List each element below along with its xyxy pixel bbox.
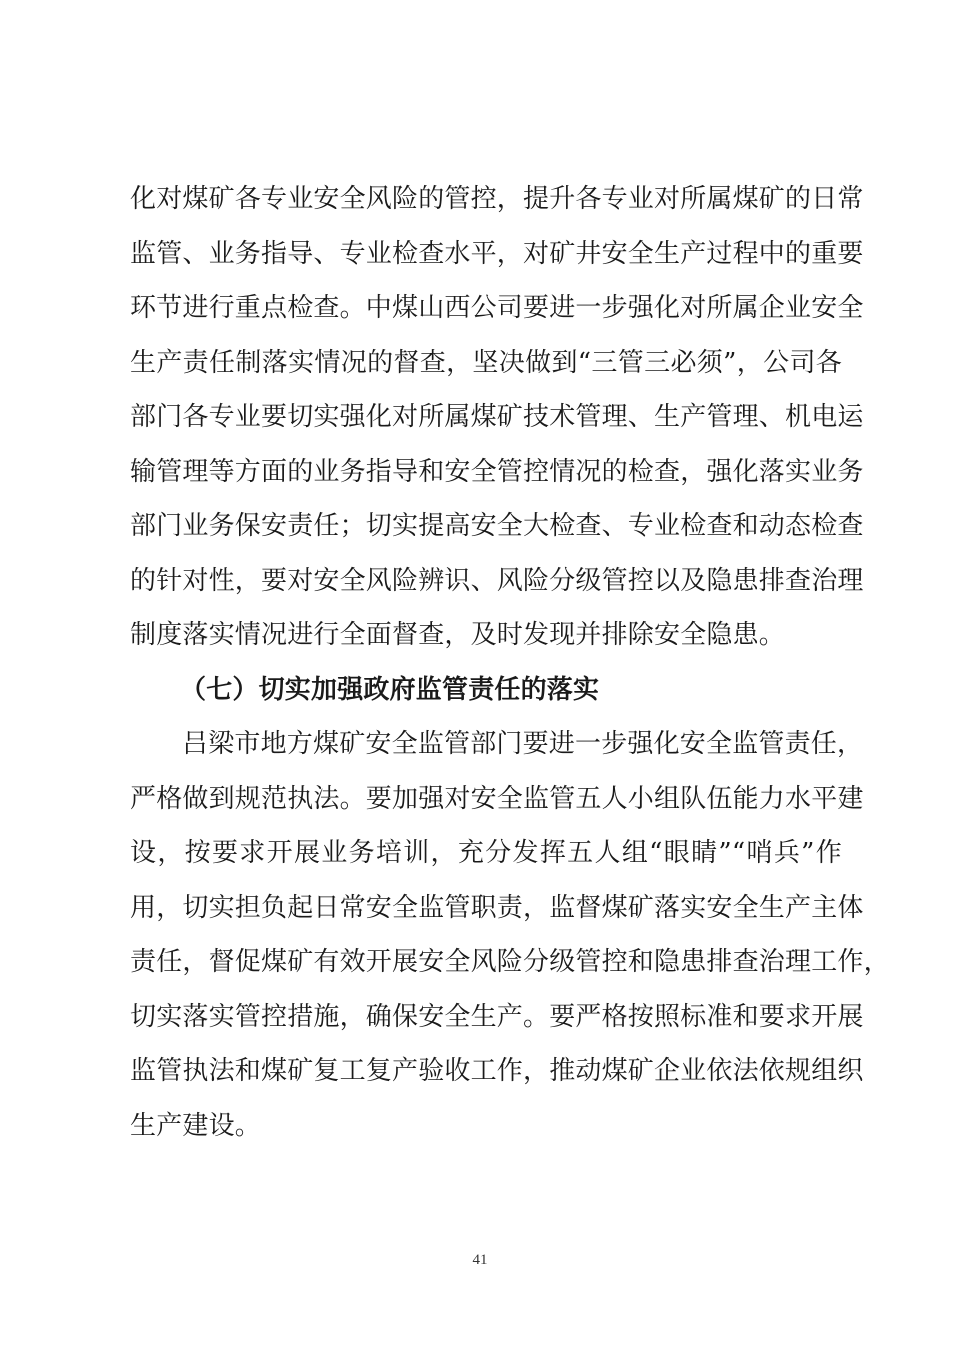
text-line: 切实落实管控措施，确保安全生产。要严格按照标准和要求开展 [130,1001,864,1032]
text-line: 制度落实情况进行全面督查，及时发现并排除安全隐患。 [130,620,786,650]
text-line: 部门各专业要切实强化对所属煤矿技术管理、生产管理、机电运 [130,402,864,432]
text-line: 输管理等方面的业务指导和安全管控情况的检查，强化落实业务 [130,456,864,487]
text-line: 严格做到规范执法。要加强对安全监管五人小组队伍能力水平建 [130,783,864,814]
text-line: 的针对性，要对安全风险辨识、风险分级管控以及隐患排查治理 [130,565,864,596]
text-line: 吕梁市地方煤矿安全监管部门要进一步强化安全监管责任， [182,729,864,759]
text-line: 责任，督促煤矿有效开展安全风险分级管控和隐患排查治理工作， [130,947,890,977]
document-body [130,172,890,1153]
paragraph-2 [130,717,890,1153]
text-line: 环节进行重点检查。中煤山西公司要进一步强化对所属企业安全 [130,293,864,323]
page-number: 41 [472,1252,488,1268]
text-line: 生产建设。 [130,1110,262,1141]
text-line: 监管、业务指导、专业检查水平，对矿井安全生产过程中的重要 [130,238,864,269]
text-line: 化对煤矿各专业安全风险的管控，提升各专业对所属煤矿的日常 [130,184,864,214]
paragraph-1 [130,172,864,663]
text-line: 监管执法和煤矿复工复产验收工作，推动煤矿企业依法依规组织 [130,1056,864,1086]
section-heading: （七）切实加强政府监管责任的落实 [180,674,600,705]
text-line: 部门业务保安责任；切实提高安全大检查、专业检查和动态检查 [130,511,864,541]
text-line: 用，切实担负起日常安全监管职责，监督煤矿落实安全生产主体 [130,892,864,923]
text-line: 生产责任制落实情况的督查，坚决做到“三管三必须”，公司各 [130,347,842,378]
text-line: 设，按要求开展业务培训，充分发挥五人组“眼睛”“哨兵”作 [130,838,842,868]
